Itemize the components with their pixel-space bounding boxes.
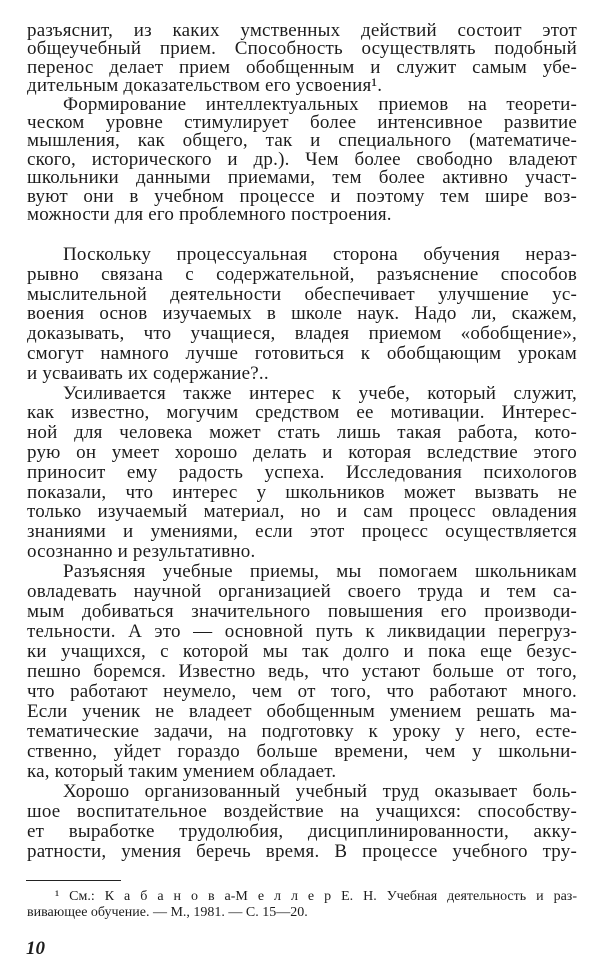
text-line: доказывать, что учащиеся, владея приемом «обобщение»,: [27, 324, 577, 344]
text-line: ной для человека может стать лишь такая работа, кото-: [27, 423, 577, 443]
text-line: шое воспитательное воздействие на учащихся: способству-: [27, 802, 577, 822]
text-line: как известно, могучим средством ее мотивации. Интерес-: [27, 403, 577, 424]
text-line: Усиливается также интерес к учебе, который служит,: [63, 383, 577, 404]
text-line: знаниями и умениями, если этот процесс осуществляется: [27, 522, 577, 542]
text-line: пешно боремся. Известно ведь, что устают больше от того,: [27, 662, 577, 682]
text-line: ческом уровне стимулирует более интенсивное развитие: [27, 113, 577, 133]
text-line: ки учащихся, с которой мы так долго и пока еще безус-: [27, 642, 577, 662]
text-block-1: [27, 22, 577, 224]
text-line: Разъясняя учебные приемы, мы помогаем школьникам: [63, 562, 577, 582]
text-line: только изучаемый материал, но и сам процесс овладения: [27, 502, 577, 523]
footnote: [27, 889, 577, 920]
text-line: мыслительной деятельности обеспечивает улучшение ус-: [27, 284, 577, 305]
footnote-line: ¹ См.: К а б а н о в а-М е л л е р Е. Н. Учебная деятельность и раз-: [55, 889, 577, 904]
text-line: Если ученик не владеет обобщенным умением решать ма-: [27, 702, 577, 722]
text-line: мым добиваться значительного повышения его производи-: [27, 602, 577, 622]
text-line: что работают неумело, чем от того, что работают много.: [27, 682, 577, 702]
text-line: овладевать научной организацией своего труда и тем са-: [27, 582, 577, 602]
text-line: ка, который таким умением обладает.: [27, 762, 337, 782]
text-line: Поскольку процессуальная сторона обучения нераз-: [63, 245, 577, 265]
text-line: можности для его проблемного построения.: [27, 205, 392, 225]
text-line: рую он умеет хорошо делать и которая вследствие этого: [27, 442, 577, 463]
page-number: 10: [26, 938, 45, 959]
text-line: ского, исторического и др.). Чем более свободно владеют: [27, 150, 577, 170]
text-line: разъяснит, из каких умственных действий состоит этот: [27, 22, 577, 41]
text-line: смогут намного лучше готовиться к обобщающим урокам: [27, 343, 577, 364]
text-line: Хорошо организованный учебный труд оказывает боль-: [63, 782, 577, 802]
text-line: показали, что интерес у школьников может вызвать не: [27, 482, 577, 503]
text-line: тельности. А это — основной путь к ликвидации перегруз-: [27, 622, 577, 642]
text-line: и усваивать их содержание?..: [27, 363, 269, 384]
text-line: приносит ему радость успеха. Исследования психологов: [27, 462, 577, 483]
text-line: воения основ изучаемых в школе наук. Надо ли, скажем,: [27, 304, 577, 325]
text-line: перенос делает прием обобщенным и служит самым убе-: [27, 58, 577, 78]
text-block-2: [27, 245, 577, 562]
text-line: дительным доказательством его усвоения¹.: [27, 77, 383, 96]
footnote-divider: [26, 880, 121, 881]
text-line: вуют они в учебном процессе и поэтому тем шире воз-: [27, 187, 577, 206]
text-line: рывно связана с содержательной, разъяснение способов: [27, 264, 577, 285]
text-line: ственно, уйдет гораздо больше времени, чем у школьни-: [27, 742, 577, 762]
text-line: мышления, как общего, так и специального (математиче-: [27, 132, 577, 151]
text-line: общеучебный прием. Способность осуществлять подобный: [27, 40, 577, 59]
text-line: ет выработке трудолюбия, дисциплинированности, акку-: [27, 822, 577, 842]
text-line: ратности, умения беречь время. В процессе учебного тру-: [27, 842, 577, 862]
text-line: осознанно и результативно.: [27, 541, 256, 562]
text-line: тематические задачи, на подготовку к уроку у него, есте-: [27, 722, 577, 742]
text-line: школьники данными приемами, тем более активно участ-: [27, 169, 577, 188]
text-block-3: [27, 562, 577, 862]
text-line: Формирование интеллектуальных приемов на теорети-: [63, 95, 577, 114]
footnote-line: вивающее обучение. — М., 1981. — С. 15—20.: [27, 904, 308, 920]
